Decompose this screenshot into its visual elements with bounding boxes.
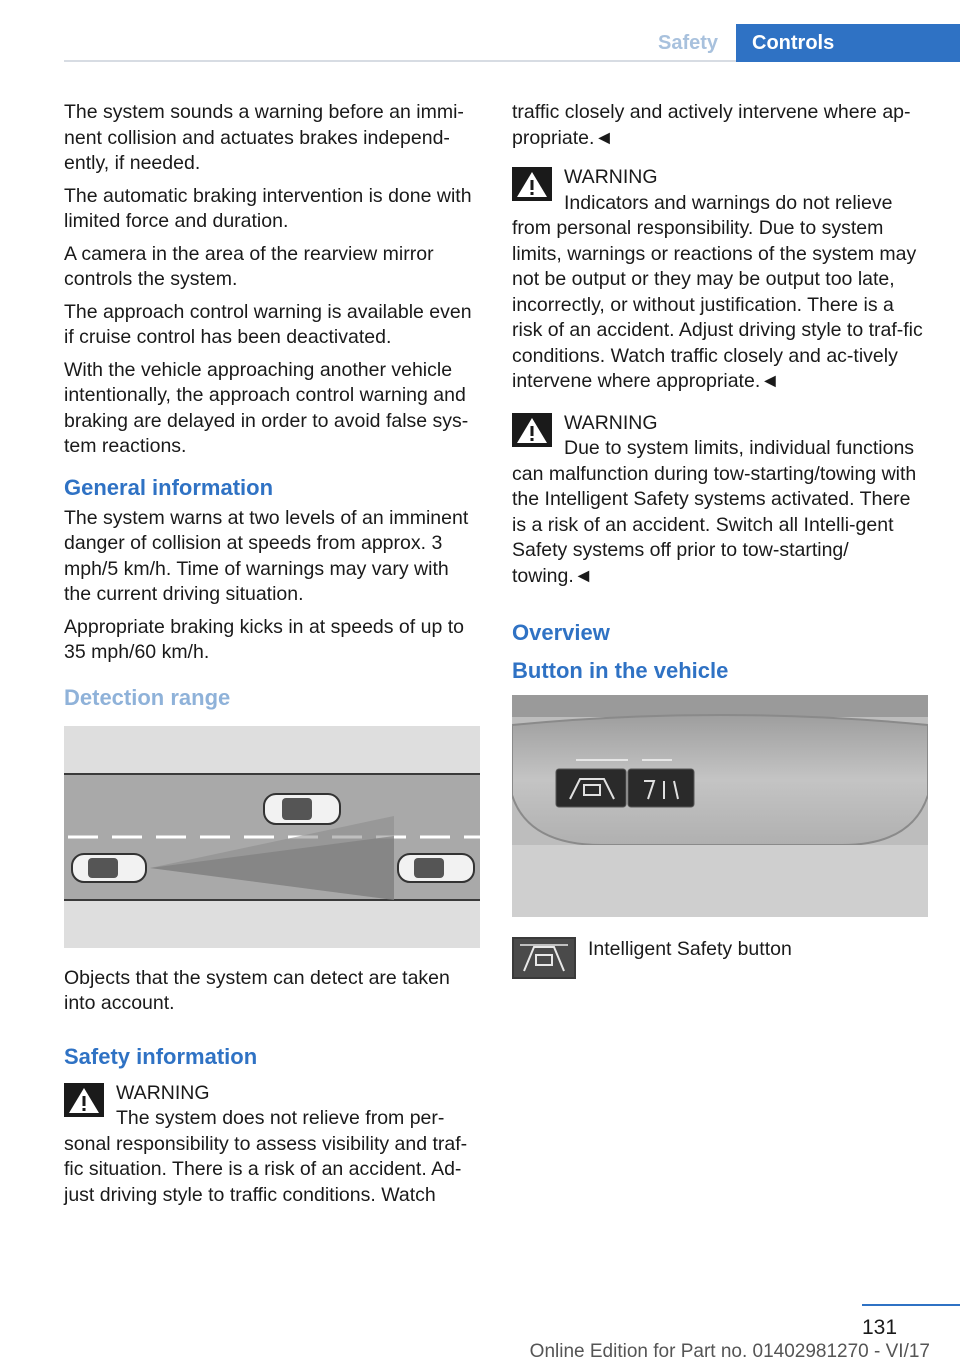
paragraph: Appropriate braking kicks in at speeds of up to 35 mph/60 km/h.	[64, 615, 464, 663]
car-icon	[72, 854, 146, 882]
paragraph: The system sounds a warning before an immi-nent collision and actuates brakes independ-ently, if needed.	[64, 101, 464, 174]
warning-text: Indicators and warnings do not relieve from personal responsibility. Due to system limits, warnings or reactions of the system may not be output or they may be output too late, incorrectly, or without justification. There is a risk of an accident. Adjust driving style to traf-fic conditions. Watch traffic closely and ac-tively intervene where appropriate.◄	[512, 191, 923, 392]
warning-text: The system does not relieve from per-sonal responsibility to assess visibility and traf-fic situation. There is a risk of an accident. Ad-just driving style to traffic conditions. Watch	[64, 1107, 468, 1206]
warning-triangle-icon	[512, 413, 552, 447]
warning-block	[512, 165, 928, 395]
button-legend	[512, 937, 928, 981]
warning-block	[512, 411, 928, 590]
overview-heading: Overview	[512, 620, 610, 645]
paragraph: The approach control warning is available even if cruise control has been deactivated.	[64, 300, 472, 348]
left-column	[64, 100, 480, 1214]
tab-controls[interactable]: Controls	[736, 24, 960, 62]
warning-text: Due to system limits, individual functions can malfunction during tow-starting/towing with the Intelligent Safety systems activated. There is a risk of an accident. Switch all Intelli-gent Safety systems off prior to tow-starting/ towing.◄	[512, 437, 917, 587]
intelligent-safety-button[interactable]	[556, 769, 626, 807]
intelligent-safety-icon	[512, 937, 576, 979]
paragraph: A camera in the area of the rearview mirror controls the system.	[64, 242, 434, 290]
paragraph: The automatic braking intervention is done with limited force and duration.	[64, 184, 472, 232]
footer-edition: Online Edition for Part no. 01402981270 - VI/17	[529, 1341, 930, 1362]
safety-information-heading: Safety information	[64, 1043, 258, 1069]
warning-label: WARNING	[564, 411, 658, 434]
car-icon	[264, 794, 340, 824]
paragraph: The system warns at two levels of an imminent danger of collision at speeds from approx. 3 mph/5 km/h. Time of warnings may vary with the current driving situation.	[64, 506, 469, 605]
warning-triangle-icon	[512, 167, 552, 201]
paragraph: With the vehicle approaching another vehicle intentionally, the approach control warning and braking are delayed in order to avoid false sys-tem reactions.	[64, 358, 469, 457]
detection-range-heading: Detection range	[64, 684, 231, 710]
general-information-heading: General information	[64, 474, 274, 500]
vehicle-button-illustration	[512, 695, 928, 917]
warning-label: WARNING	[116, 1081, 210, 1104]
right-column	[512, 100, 928, 981]
paragraph: traffic closely and actively intervene where ap-propriate.◄	[512, 101, 911, 149]
button-in-vehicle-heading: Button in the vehicle	[512, 658, 729, 683]
lane-warning-button[interactable]	[628, 769, 694, 807]
car-icon	[398, 854, 474, 882]
figure-caption: Objects that the system can detect are taken into account.	[64, 966, 450, 1014]
detection-range-figure	[64, 726, 480, 948]
warning-label: WARNING	[564, 166, 658, 188]
warning-block	[64, 1081, 480, 1209]
vehicle-button-photo	[512, 695, 928, 917]
detection-range-illustration	[64, 726, 480, 948]
tab-safety[interactable]: Safety	[657, 32, 719, 54]
footer-rule	[862, 1304, 960, 1306]
page-number: 131	[862, 1316, 898, 1339]
button-legend-label: Intelligent Safety button	[588, 938, 792, 960]
warning-triangle-icon	[64, 1083, 104, 1117]
